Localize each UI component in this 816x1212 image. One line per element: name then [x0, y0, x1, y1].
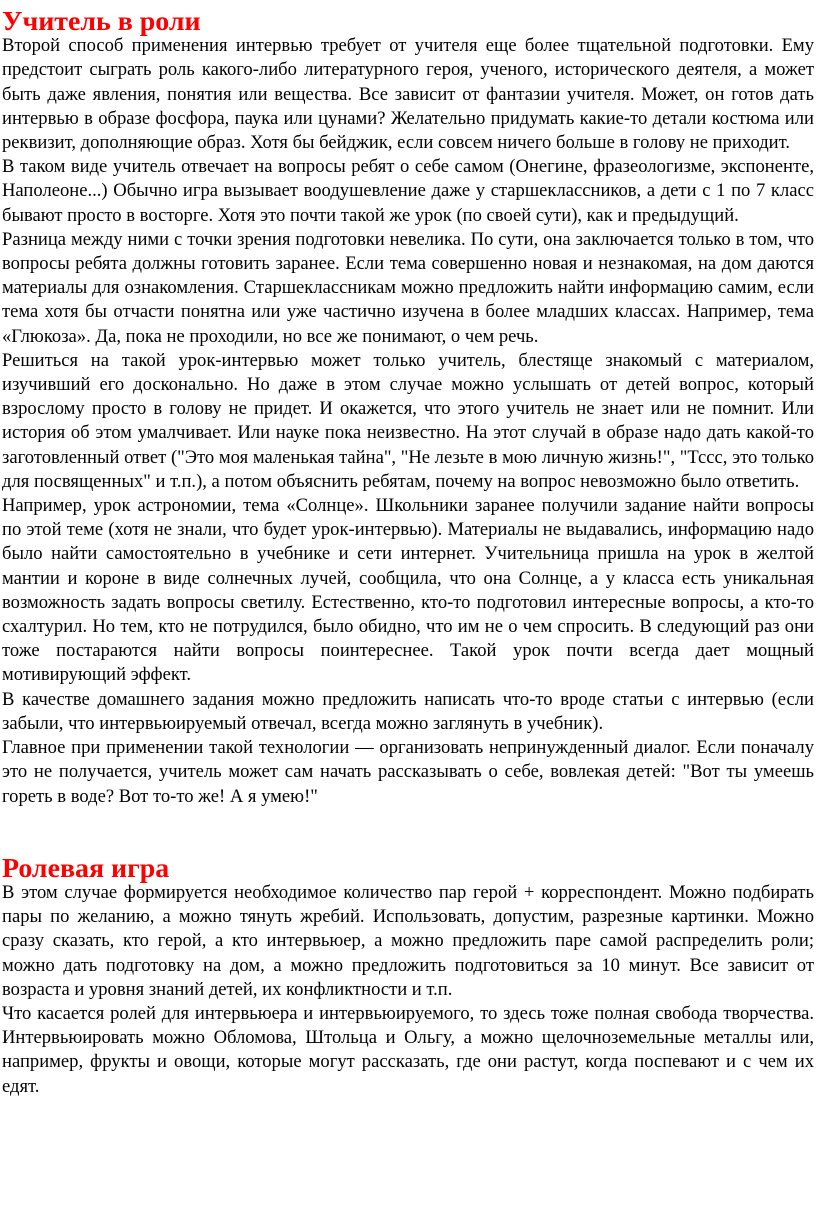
paragraph: В таком виде учитель отвечает на вопросы ребят о себе самом (Онегине, фразеологизме, экспоненте, Наполеоне...) Обычно игра вызывает воодушевление даже у старшеклассников, а дети с 1 по 7 класс бывают просто в восторге. Хотя это почти такой же урок (по своей сути), как и предыдущий. [2, 156, 814, 226]
paragraph: Главное при применении такой технологии — организовать непринужденный диалог. Если поначалу это не получается, учитель может сам начать рассказывать о себе, вовлекая детей: "Вот ты умеешь гореть в воде? Вот то-то же! А я умею!" [2, 737, 814, 807]
paragraph: Что касается ролей для интервьюера и интервьюируемого, то здесь тоже полная свобода творчества. Интервьюировать можно Обломова, Штольца и Ольгу, а можно щелочноземельные металлы или, например, фрукты и овощи, которые могут рассказать, где они растут, когда поспевают и с чем их едят. [2, 1002, 814, 1097]
paragraph: Например, урок астрономии, тема «Солнце». Школьники заранее получили задание найти вопросы по этой теме (хотя не знали, что будет урок-интервью). Материалы не выдавались, информацию надо было найти самостоятельно в учебнике и сети интернет. Учительница пришла на урок в желтой мантии и короне в виде солнечных лучей, сообщила, что она Солнце, а у класса есть уникальная возможность задать вопросы светилу. Естественно, кто-то подготовил интересные вопросы, а кто-то схалтурил. Но тем, кто не потрудился, было обидно, что им не о чем спросить. В следующий раз они тоже постараются найти вопросы поинтереснее. Такой урок почти всегда дает мощный мотивирующий эффект. [2, 495, 814, 686]
section-heading-teacher-in-role: Учитель в роли [2, 6, 201, 37]
paragraph: Решиться на такой урок-интервью может только учитель, блестяще знакомый с материалом, изучивший его досконально. Но даже в этом случае можно услышать от детей вопрос, который взрослому просто в голову не придет. И окажется, что этого учитель не знает или не помнит. Или история об этом умалчивает. Или науке пока неизвестно. На этот случай в образе надо дать какой-то заготовленный ответ ("Это моя маленькая тайна", "Не лезьте в мою личную жизнь!", "Тссс, это только для посвященных" и т.п.), а потом объяснить ребятам, почему на вопрос невозможно было ответить. [2, 349, 814, 492]
paragraph: В качестве домашнего задания можно предложить написать что-то вроде статьи с интервью (если забыли, что интервьюируемый отвечал, всегда можно заглянуть в учебник). [2, 688, 814, 734]
paragraph: В этом случае формируется необходимое количество пар герой + корреспондент. Можно подбирать пары по желанию, а можно тянуть жребий. Использовать, допустим, разрезные картинки. Можно сразу сказать, кто герой, а кто интервьюер, а можно предложить паре самой распределить роли; можно дать подготовку на дом, а можно предложить подготовиться за 10 минут. Все зависит от возраста и уровня знаний детей, их конфликтности и т.п. [2, 881, 814, 1000]
section-spacer [2, 809, 814, 857]
paragraph: Разница между ними с точки зрения подготовки невелика. По сути, она заключается только в том, что вопросы ребята должны готовить заранее. Если тема совершенно новая и незнакомая, на дом даются материалы для ознакомления. Старшеклассникам можно предложить найти информацию самим, если тема хотя бы отчасти понятна или уже частично изучена в более младших классах. Например, тема «Глюкоза». Да, пока не проходили, но все же понимают, о чем речь. [2, 228, 814, 347]
paragraph: Второй способ применения интервью требует от учителя еще более тщательной подготовки. Ему предстоит сыграть роль какого-либо литературного героя, ученого, исторического деятеля, а может быть даже явления, понятия или вещества. Все зависит от фантазии учителя. Может, он готов дать интервью в образе фосфора, паука или цунами? Желательно придумать какие-то детали костюма или реквизит, дополняющие образ. Хотя бы бейджик, если совсем ничего больше в голову не приходит. [2, 35, 814, 154]
section-heading-role-play: Ролевая игра [2, 852, 170, 884]
